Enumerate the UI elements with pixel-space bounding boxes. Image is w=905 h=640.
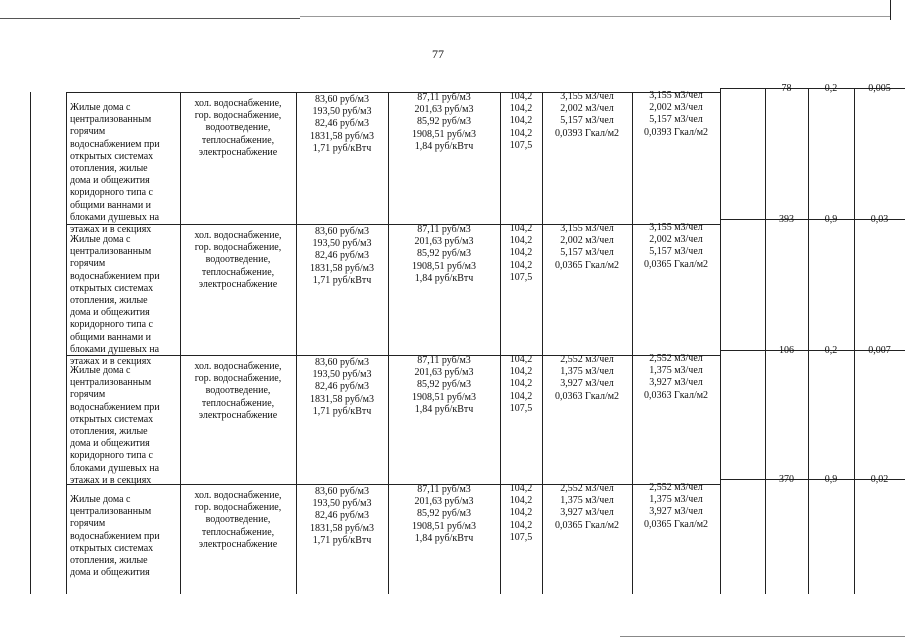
cell-norm-1: 3,155 м3/чел 2,002 м3/чел 5,157 м3/чел 0,0393 Гкал/м2: [554, 91, 620, 139]
col-divider-count: [765, 88, 766, 594]
cell-category: Жилые дома с централизованным горячим водоснабжением при открытых системах отопления, жилые дома и общежития: [70, 494, 160, 579]
cell-index: 104,2 104,2 104,2 104,2 107,5: [509, 223, 533, 283]
scan-artifact-right-edge: [890, 0, 891, 20]
cell-value-1: 0,2: [824, 83, 838, 94]
cell-services: хол. водоснабжение, гор. водоснабжение, водоотведение, теплоснабжение, электроснабжение: [194, 230, 282, 290]
cell-services: хол. водоснабжение, гор. водоснабжение, водоотведение, теплоснабжение, электроснабжение: [194, 361, 282, 421]
cell-count: 393: [779, 214, 794, 225]
cell-value-1: 0,9: [824, 474, 838, 485]
border-left-outer: [30, 92, 31, 594]
cell-value-1: 0,2: [824, 345, 838, 356]
col-divider-value1: [808, 88, 809, 594]
scan-artifact-top-right: [300, 16, 890, 17]
border-left: [66, 92, 67, 594]
cell-value-2: 0,03: [870, 214, 889, 225]
scan-artifact-top: [0, 18, 300, 19]
cell-tariff-1: 83,60 руб/м3 193,50 руб/м3 82,46 руб/м3 1831,58 руб/м3 1,71 руб/кВтч: [310, 94, 374, 154]
cell-count: 370: [779, 474, 794, 485]
cell-count: 106: [779, 345, 794, 356]
cell-count: 78: [781, 83, 792, 94]
cell-norm-2: 3,155 м3/чел 2,002 м3/чел 5,157 м3/чел 0,0365 Гкал/м2: [643, 222, 709, 270]
cell-tariff-2: 87,11 руб/м3 201,63 руб/м3 85,92 руб/м3 1908,51 руб/м3 1,84 руб/кВтч: [412, 355, 476, 415]
cell-norm-2: 3,155 м3/чел 2,002 м3/чел 5,157 м3/чел 0,0393 Гкал/м2: [643, 90, 709, 138]
cell-tariff-2: 87,11 руб/м3 201,63 руб/м3 85,92 руб/м3 1908,51 руб/м3 1,84 руб/кВтч: [412, 224, 476, 284]
cell-value-2: 0,02: [870, 474, 889, 485]
cell-services: хол. водоснабжение, гор. водоснабжение, водоотведение, теплоснабжение, электроснабжение: [194, 98, 282, 158]
cell-category: Жилые дома с централизованным горячим водоснабжением при открытых системах отопления, жилые дома и общежития коридорного типа с общими ваннами и блоками душевых на этажах и в секциях: [70, 234, 160, 368]
cell-tariff-1: 83,60 руб/м3 193,50 руб/м3 82,46 руб/м3 1831,58 руб/м3 1,71 руб/кВтч: [310, 486, 374, 546]
cell-value-2: 0,007: [868, 345, 891, 356]
cell-index: 104,2 104,2 104,2 104,2 107,5: [509, 91, 533, 151]
cell-value-2: 0,005: [868, 83, 891, 94]
cell-norm-1: 2,552 м3/чел 1,375 м3/чел 3,927 м3/чел 0,0363 Гкал/м2: [554, 354, 620, 402]
cell-index: 104,2 104,2 104,2 104,2 107,5: [509, 483, 533, 543]
cell-category: Жилые дома с централизованным горячим водоснабжением при открытых системах отопления, жилые дома и общежития коридорного типа с блоками душевых на этажах и в секциях: [70, 365, 160, 486]
cell-tariff-2: 87,11 руб/м3 201,63 руб/м3 85,92 руб/м3 1908,51 руб/м3 1,84 руб/кВтч: [412, 484, 476, 544]
cell-norm-2: 2,552 м3/чел 1,375 м3/чел 3,927 м3/чел 0,0363 Гкал/м2: [643, 353, 709, 401]
cell-tariff-1: 83,60 руб/м3 193,50 руб/м3 82,46 руб/м3 1831,58 руб/м3 1,71 руб/кВтч: [310, 226, 374, 286]
page-number: 77: [432, 47, 444, 61]
cell-index: 104,2 104,2 104,2 104,2 107,5: [509, 354, 533, 414]
cell-tariff-2: 87,11 руб/м3 201,63 руб/м3 85,92 руб/м3 1908,51 руб/м3 1,84 руб/кВтч: [412, 92, 476, 152]
col-divider-value2: [854, 88, 855, 594]
col-divider-empty: [720, 88, 721, 594]
cell-category: Жилые дома с централизованным горячим водоснабжением при открытых системах отопления, жилые дома и общежития коридорного типа с общими ваннами и блоками душевых на этажах и в секциях: [70, 102, 160, 236]
scan-artifact-bottom: [620, 636, 905, 637]
cell-norm-2: 2,552 м3/чел 1,375 м3/чел 3,927 м3/чел 0,0365 Гкал/м2: [643, 482, 709, 530]
cell-norm-1: 2,552 м3/чел 1,375 м3/чел 3,927 м3/чел 0,0365 Гкал/м2: [554, 483, 620, 531]
cell-value-1: 0,9: [824, 214, 838, 225]
cell-tariff-1: 83,60 руб/м3 193,50 руб/м3 82,46 руб/м3 1831,58 руб/м3 1,71 руб/кВтч: [310, 357, 374, 417]
cell-norm-1: 3,155 м3/чел 2,002 м3/чел 5,157 м3/чел 0,0365 Гкал/м2: [554, 223, 620, 271]
cell-services: хол. водоснабжение, гор. водоснабжение, водоотведение, теплоснабжение, электроснабжение: [194, 490, 282, 550]
